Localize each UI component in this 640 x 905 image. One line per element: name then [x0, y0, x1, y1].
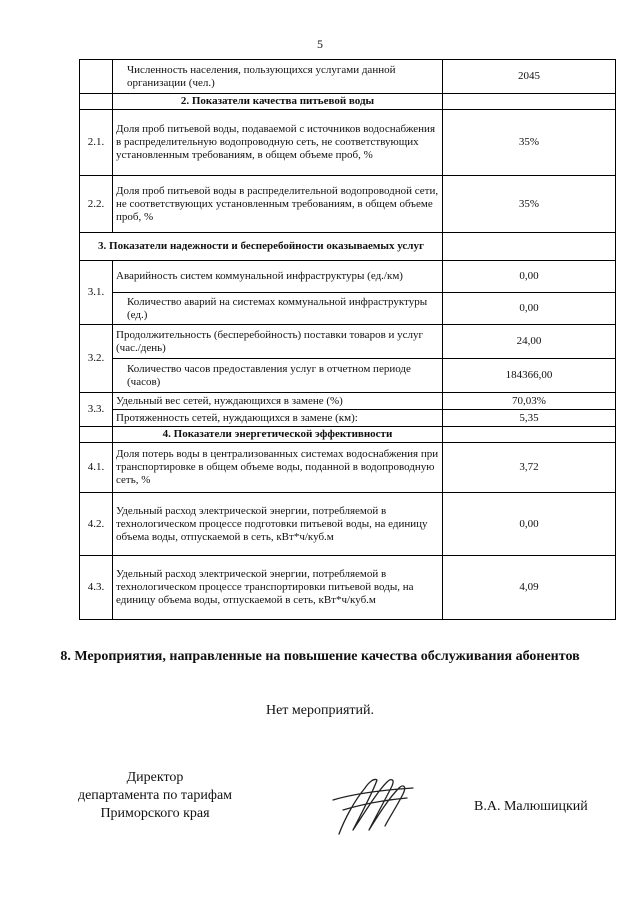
table-row — [80, 60, 616, 94]
row-value: 35% — [443, 110, 616, 176]
page-number: 5 — [317, 37, 323, 51]
row-description: Удельный вес сетей, нуждающихся в замене (%) — [113, 393, 443, 410]
section-header-row — [80, 427, 616, 443]
row-number: 3.2. — [80, 325, 113, 393]
row-value: 2045 — [443, 60, 616, 94]
section8-heading: 8. Мероприятия, направленные на повышение качества обслуживания абонентов — [60, 649, 580, 664]
section-header-row — [80, 94, 616, 110]
row-value: 35% — [443, 176, 616, 233]
table-row — [80, 261, 616, 293]
row-value: 5,35 — [443, 410, 616, 427]
table-row — [80, 325, 616, 359]
row-value: 184366,00 — [443, 359, 616, 393]
table-row — [80, 410, 616, 427]
row-number: 4.2. — [80, 493, 113, 556]
row-description: Доля проб питьевой воды в распределительной водопроводной сети, не соответствующих установленным требованиям, в общем объеме проб, % — [113, 176, 443, 233]
row-value: 24,00 — [443, 325, 616, 359]
row-description: Удельный расход электрической энергии, потребляемой в технологическом процессе подготовки питьевой воды, на единицу объема воды, отпускаемой в сеть, кВт*ч/куб.м — [113, 493, 443, 556]
row-description: Доля проб питьевой воды, подаваемой с источников водоснабжения в распределительную водопроводную сеть, не соответствующих установленным требованиям, в общем объеме проб, % — [113, 110, 443, 176]
signatory-region: Приморского края — [100, 806, 210, 821]
row-description: Количество часов предоставления услуг в отчетном периоде (часов) — [113, 359, 443, 393]
row-number: 2.2. — [80, 176, 113, 233]
row-value: 4,09 — [443, 556, 616, 620]
row-value: 0,00 — [443, 293, 616, 325]
row-value: 3,72 — [443, 443, 616, 493]
row-value: 70,03% — [443, 393, 616, 410]
section-title: 2. Показатели качества питьевой воды — [113, 94, 443, 110]
row-description: Численность населения, пользующихся услугами данной организации (чел.) — [113, 60, 443, 94]
row-number: 3.3. — [80, 393, 113, 427]
table-row — [80, 359, 616, 393]
row-value: 0,00 — [443, 261, 616, 293]
row-description: Удельный расход электрической энергии, потребляемой в технологическом процессе транспортировки питьевой воды, на единицу объема воды, отпускаемой в сеть, кВт*ч/куб.м — [113, 556, 443, 620]
row-description: Количество аварий на системах коммунальной инфраструктуры (ед.) — [113, 293, 443, 325]
section8-text: Нет мероприятий. — [265, 703, 375, 718]
row-description: Доля потерь воды в централизованных системах водоснабжения при транспортировке в общем объеме воды, поданной в водопроводную сеть, % — [113, 443, 443, 493]
row-number: 2.1. — [80, 110, 113, 176]
handwritten-signature — [325, 770, 415, 840]
section-header-row — [80, 233, 616, 261]
signatory-name: В.А. Малюшицкий — [474, 799, 588, 814]
table-row — [80, 110, 616, 176]
row-number: 4.3. — [80, 556, 113, 620]
table-row — [80, 293, 616, 325]
indicators-table — [79, 59, 616, 620]
signatory-position: Директор — [126, 770, 184, 785]
row-number: 4.1. — [80, 443, 113, 493]
signatory-department: департамента по тарифам — [77, 788, 233, 803]
row-value: 0,00 — [443, 493, 616, 556]
row-description: Продолжительность (бесперебойность) поставки товаров и услуг (час./день) — [113, 325, 443, 359]
signatory-title — [60, 769, 250, 823]
table-row — [80, 443, 616, 493]
table-row — [80, 493, 616, 556]
table-row — [80, 556, 616, 620]
row-description: Протяженность сетей, нуждающихся в замене (км): — [113, 410, 443, 427]
table-row — [80, 393, 616, 410]
section-title: 4. Показатели энергетической эффективности — [113, 427, 443, 443]
row-description: Аварийность систем коммунальной инфраструктуры (ед./км) — [113, 261, 443, 293]
table-row — [80, 176, 616, 233]
row-number: 3.1. — [80, 261, 113, 325]
row-number — [80, 60, 113, 94]
section-title: 3. Показатели надежности и бесперебойности оказываемых услуг — [80, 233, 443, 261]
